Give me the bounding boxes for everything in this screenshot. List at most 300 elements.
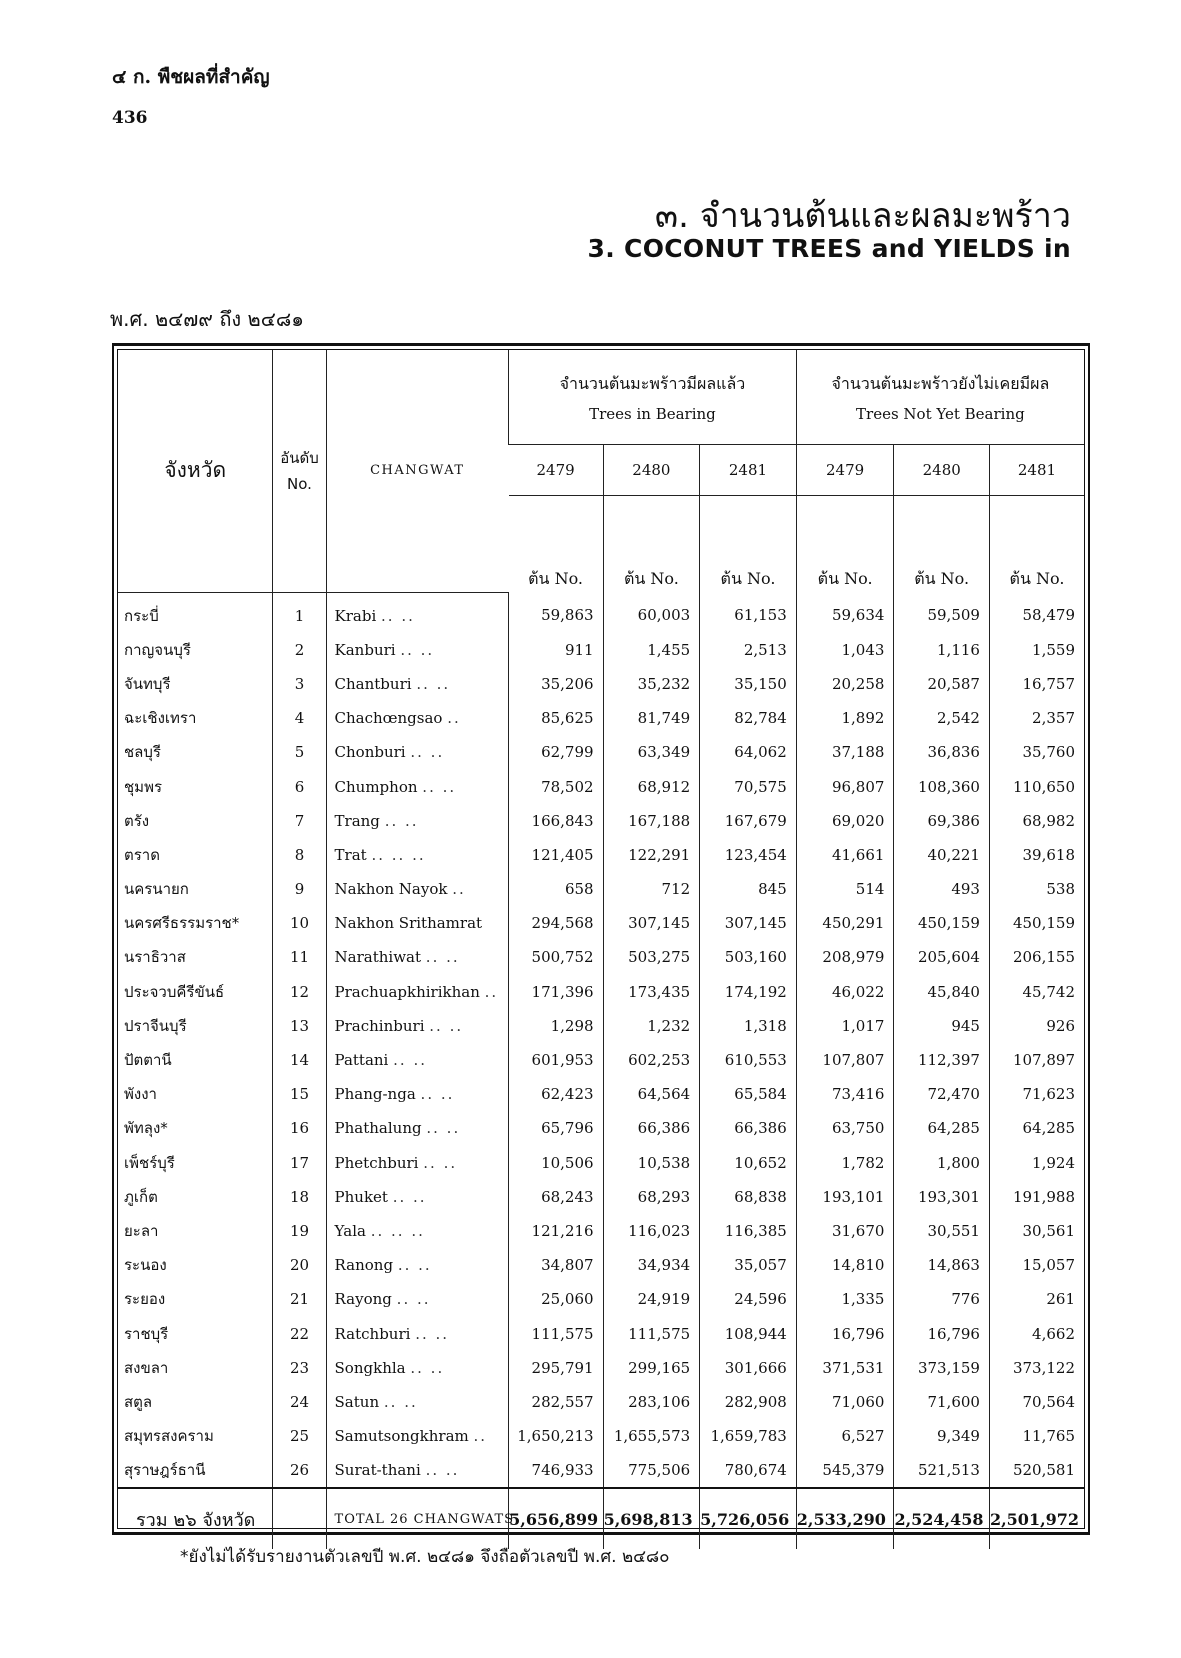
value-cell: 63,750 <box>796 1111 894 1145</box>
value-cell: 658 <box>509 872 603 906</box>
value-cell: 776 <box>894 1282 990 1316</box>
value-cell: 191,988 <box>989 1180 1084 1214</box>
year-header: 2481 <box>989 445 1084 496</box>
table-row <box>118 1419 1084 1453</box>
changwat-cell <box>326 1214 509 1248</box>
table-row <box>118 1146 1084 1180</box>
changwat-cell <box>326 1111 509 1145</box>
value-cell: 68,912 <box>603 769 700 803</box>
province-thai: ปัตตานี <box>124 1051 172 1070</box>
value-cell: 39,618 <box>989 838 1084 872</box>
value-cell: 166,843 <box>509 804 603 838</box>
table-row <box>118 701 1084 735</box>
changwat-name: Nakhon Nayok <box>334 880 448 899</box>
changwat-cell <box>326 701 509 735</box>
changwat-name: Songkhla <box>334 1358 406 1377</box>
value-cell: 746,933 <box>509 1453 603 1488</box>
changwat-cell <box>326 804 509 838</box>
value-cell: 14,810 <box>796 1248 894 1282</box>
value-cell: 780,674 <box>700 1453 797 1488</box>
value-cell: 107,897 <box>989 1043 1084 1077</box>
table-row <box>118 633 1084 667</box>
leader-dots: .. <box>473 1427 488 1446</box>
value-cell: 926 <box>989 1009 1084 1043</box>
value-cell: 59,509 <box>894 592 990 633</box>
not-bearing-header-thai: จำนวนต้นมะพร้าวยังไม่เคยมีผล <box>831 373 1050 393</box>
value-cell: 30,561 <box>989 1214 1084 1248</box>
changwat-cell <box>326 1351 509 1385</box>
value-cell: 35,206 <box>509 667 603 701</box>
value-cell: 15,057 <box>989 1248 1084 1282</box>
value-cell: 945 <box>894 1009 990 1043</box>
value-cell: 59,863 <box>509 592 603 633</box>
total-row <box>118 1488 1084 1549</box>
row-number: 5 <box>273 735 326 769</box>
total-no-cell <box>273 1488 326 1549</box>
no-header-thai: อันดับ <box>280 448 319 467</box>
value-cell: 294,568 <box>509 906 603 940</box>
value-cell: 174,192 <box>700 975 797 1009</box>
leader-dots: .. .. <box>416 674 451 693</box>
bearing-header-thai: จำนวนต้นมะพร้าวมีผลแล้ว <box>559 373 746 393</box>
value-cell: 78,502 <box>509 769 603 803</box>
value-cell: 68,243 <box>509 1180 603 1214</box>
total-value-cell: 5,698,813 <box>603 1488 700 1549</box>
not-bearing-header <box>796 350 1084 445</box>
total-label-english: TOTAL 26 CHANGWATS <box>326 1488 509 1549</box>
value-cell: 63,349 <box>603 735 700 769</box>
leader-dots: .. .. <box>393 1051 427 1070</box>
changwat-header: CHANGWAT <box>326 350 509 592</box>
value-cell: 1,116 <box>894 633 990 667</box>
page-number: 436 <box>112 108 148 128</box>
value-cell: 25,060 <box>509 1282 603 1316</box>
row-number: 11 <box>273 940 326 974</box>
value-cell: 601,953 <box>509 1043 603 1077</box>
value-cell: 193,101 <box>796 1180 894 1214</box>
leader-dots: .. .. <box>425 948 460 967</box>
value-cell: 24,919 <box>603 1282 700 1316</box>
value-cell: 108,360 <box>894 769 990 803</box>
running-head: ๔ ก. พืชผลที่สำคัญ <box>112 66 270 88</box>
province-thai: เพ็ชร์บุรี <box>124 1153 175 1172</box>
value-cell: 205,604 <box>894 940 990 974</box>
year-header: 2480 <box>603 445 700 496</box>
province-thai: ชลบุรี <box>124 743 161 762</box>
value-cell: 71,600 <box>894 1385 990 1419</box>
unit-label: ต้น No. <box>894 496 990 593</box>
value-cell: 1,232 <box>603 1009 700 1043</box>
table-row <box>118 1043 1084 1077</box>
leader-dots: .. .. <box>420 1085 455 1104</box>
row-number: 15 <box>273 1077 326 1111</box>
value-cell: 1,924 <box>989 1146 1084 1180</box>
value-cell: 20,258 <box>796 667 894 701</box>
province-thai: สงขลา <box>124 1358 169 1377</box>
value-cell: 775,506 <box>603 1453 700 1488</box>
value-cell: 69,020 <box>796 804 894 838</box>
value-cell: 45,742 <box>989 975 1084 1009</box>
table-row <box>118 735 1084 769</box>
row-number: 7 <box>273 804 326 838</box>
changwat-cell <box>326 1146 509 1180</box>
changwat-cell <box>326 906 509 940</box>
value-cell: 31,670 <box>796 1214 894 1248</box>
province-thai: ปราจีนบุรี <box>124 1016 187 1035</box>
value-cell: 450,159 <box>894 906 990 940</box>
total-value-cell: 5,726,056 <box>700 1488 797 1549</box>
value-cell: 37,188 <box>796 735 894 769</box>
total-label-thai: รวม ๒๖ จังหวัด <box>118 1488 273 1549</box>
value-cell: 70,575 <box>700 769 797 803</box>
value-cell: 65,796 <box>509 1111 603 1145</box>
changwat-cell <box>326 1077 509 1111</box>
value-cell: 282,908 <box>700 1385 797 1419</box>
province-thai: พัทลุง* <box>124 1119 168 1138</box>
value-cell: 62,423 <box>509 1077 603 1111</box>
value-cell: 521,513 <box>894 1453 990 1488</box>
value-cell: 71,060 <box>796 1385 894 1419</box>
row-number: 21 <box>273 1282 326 1316</box>
value-cell: 520,581 <box>989 1453 1084 1488</box>
province-header: จังหวัด <box>118 350 273 592</box>
changwat-name: Prachinburi <box>334 1016 425 1035</box>
table-row <box>118 1009 1084 1043</box>
value-cell: 122,291 <box>603 838 700 872</box>
value-cell: 112,397 <box>894 1043 990 1077</box>
leader-dots: .. .. <box>396 1290 431 1309</box>
table-row <box>118 906 1084 940</box>
value-cell: 64,062 <box>700 735 797 769</box>
changwat-cell <box>326 975 509 1009</box>
value-cell: 9,349 <box>894 1419 990 1453</box>
row-number: 13 <box>273 1009 326 1043</box>
row-number: 22 <box>273 1316 326 1350</box>
value-cell: 123,454 <box>700 838 797 872</box>
no-header-english: No. <box>287 474 312 493</box>
leader-dots: .. .. <box>384 811 419 830</box>
row-number: 12 <box>273 975 326 1009</box>
value-cell: 58,479 <box>989 592 1084 633</box>
changwat-cell <box>326 1043 509 1077</box>
changwat-cell <box>326 1453 509 1488</box>
table-row <box>118 872 1084 906</box>
no-header <box>273 350 326 592</box>
value-cell: 2,542 <box>894 701 990 735</box>
table-row <box>118 804 1084 838</box>
changwat-cell <box>326 735 509 769</box>
value-cell: 167,679 <box>700 804 797 838</box>
value-cell: 450,291 <box>796 906 894 940</box>
value-cell: 24,596 <box>700 1282 797 1316</box>
changwat-name: Chumphon <box>334 777 418 796</box>
changwat-cell <box>326 1316 509 1350</box>
value-cell: 107,807 <box>796 1043 894 1077</box>
value-cell: 70,564 <box>989 1385 1084 1419</box>
province-thai: สมุทรสงคราม <box>124 1427 214 1446</box>
table-row <box>118 1453 1084 1488</box>
value-cell: 68,293 <box>603 1180 700 1214</box>
value-cell: 121,216 <box>509 1214 603 1248</box>
value-cell: 36,836 <box>894 735 990 769</box>
value-cell: 60,003 <box>603 592 700 633</box>
unit-label: ต้น No. <box>603 496 700 593</box>
table-row <box>118 1282 1084 1316</box>
value-cell: 261 <box>989 1282 1084 1316</box>
province-thai: กระบี่ <box>124 606 159 625</box>
table-row <box>118 592 1084 633</box>
changwat-name: Phathalung <box>334 1119 422 1138</box>
value-cell: 108,944 <box>700 1316 797 1350</box>
value-cell: 2,357 <box>989 701 1084 735</box>
province-thai: ฉะเชิงเทรา <box>124 709 197 728</box>
value-cell: 307,145 <box>603 906 700 940</box>
year-header: 2479 <box>796 445 894 496</box>
row-number: 3 <box>273 667 326 701</box>
value-cell: 1,298 <box>509 1009 603 1043</box>
value-cell: 40,221 <box>894 838 990 872</box>
value-cell: 602,253 <box>603 1043 700 1077</box>
province-thai: ตรัง <box>124 811 150 830</box>
value-cell: 503,160 <box>700 940 797 974</box>
value-cell: 283,106 <box>603 1385 700 1419</box>
value-cell: 206,155 <box>989 940 1084 974</box>
value-cell: 1,800 <box>894 1146 990 1180</box>
year-header: 2481 <box>700 445 797 496</box>
value-cell: 66,386 <box>603 1111 700 1145</box>
value-cell: 4,662 <box>989 1316 1084 1350</box>
province-thai: นครศรีธรรมราช* <box>124 914 240 933</box>
title-english: 3. COCONUT TREES and YIELDS in <box>587 234 1071 263</box>
value-cell: 1,043 <box>796 633 894 667</box>
leader-dots: .. <box>452 880 466 899</box>
changwat-name: Trat <box>334 845 367 864</box>
value-cell: 299,165 <box>603 1351 700 1385</box>
value-cell: 66,386 <box>700 1111 797 1145</box>
row-number: 19 <box>273 1214 326 1248</box>
province-thai: ราชบุรี <box>124 1324 169 1343</box>
coconut-table <box>118 350 1084 1549</box>
changwat-name: Phuket <box>334 1187 388 1206</box>
value-cell: 68,982 <box>989 804 1084 838</box>
header-row <box>118 350 1084 445</box>
value-cell: 16,796 <box>796 1316 894 1350</box>
value-cell: 10,538 <box>603 1146 700 1180</box>
leader-dots: .. .. <box>426 1119 461 1138</box>
value-cell: 62,799 <box>509 735 603 769</box>
value-cell: 96,807 <box>796 769 894 803</box>
table-row <box>118 1111 1084 1145</box>
changwat-cell <box>326 1419 509 1453</box>
province-thai: กาญจนบุรี <box>124 640 191 659</box>
row-number: 17 <box>273 1146 326 1180</box>
unit-label: ต้น No. <box>796 496 894 593</box>
leader-dots: .. .. <box>392 1187 427 1206</box>
value-cell: 1,782 <box>796 1146 894 1180</box>
table-row <box>118 1351 1084 1385</box>
province-thai: จันทบุรี <box>124 674 171 693</box>
value-cell: 71,623 <box>989 1077 1084 1111</box>
leader-dots: .. .. <box>429 1016 464 1035</box>
value-cell: 6,527 <box>796 1419 894 1453</box>
value-cell: 193,301 <box>894 1180 990 1214</box>
row-number: 16 <box>273 1111 326 1145</box>
changwat-cell <box>326 1009 509 1043</box>
title-thai: ๓. จำนวนต้นและผลมะพร้าว <box>654 196 1071 236</box>
leader-dots: .. .. <box>410 743 445 762</box>
row-number: 2 <box>273 633 326 667</box>
value-cell: 845 <box>700 872 797 906</box>
changwat-name: Ranong <box>334 1256 394 1275</box>
changwat-name: Chachœngsao <box>334 709 443 728</box>
value-cell: 171,396 <box>509 975 603 1009</box>
value-cell: 500,752 <box>509 940 603 974</box>
value-cell: 514 <box>796 872 894 906</box>
value-cell: 1,559 <box>989 633 1084 667</box>
province-thai: นราธิวาส <box>124 948 186 967</box>
footnote: *ยังไม่ได้รับรายงานตัวเลขปี พ.ศ. ๒๔๘๑ จึงถือตัวเลขปี พ.ศ. ๒๔๘๐ <box>180 1547 670 1567</box>
changwat-name: Pattani <box>334 1051 389 1070</box>
province-thai: ภูเก็ต <box>124 1187 158 1206</box>
changwat-name: Krabi <box>334 606 377 625</box>
table-row <box>118 1077 1084 1111</box>
row-number: 9 <box>273 872 326 906</box>
leader-dots: .. .. <box>423 1153 458 1172</box>
value-cell: 116,023 <box>603 1214 700 1248</box>
changwat-name: Kanburi <box>334 640 396 659</box>
value-cell: 1,650,213 <box>509 1419 603 1453</box>
value-cell: 81,749 <box>603 701 700 735</box>
province-thai: สุราษฎร์ธานี <box>124 1461 206 1480</box>
value-cell: 10,506 <box>509 1146 603 1180</box>
changwat-name: Chantburi <box>334 674 412 693</box>
value-cell: 167,188 <box>603 804 700 838</box>
value-cell: 1,892 <box>796 701 894 735</box>
value-cell: 61,153 <box>700 592 797 633</box>
row-number: 25 <box>273 1419 326 1453</box>
province-thai: ยะลา <box>124 1221 159 1240</box>
value-cell: 45,840 <box>894 975 990 1009</box>
value-cell: 301,666 <box>700 1351 797 1385</box>
value-cell: 121,405 <box>509 838 603 872</box>
row-number: 24 <box>273 1385 326 1419</box>
total-value-cell: 2,501,972 <box>989 1488 1084 1549</box>
changwat-name: Narathiwat <box>334 948 422 967</box>
not-bearing-header-english: Trees Not Yet Bearing <box>856 404 1025 423</box>
value-cell: 20,587 <box>894 667 990 701</box>
value-cell: 373,159 <box>894 1351 990 1385</box>
row-number: 4 <box>273 701 326 735</box>
value-cell: 1,335 <box>796 1282 894 1316</box>
row-number: 18 <box>273 1180 326 1214</box>
value-cell: 82,784 <box>700 701 797 735</box>
row-number: 8 <box>273 838 326 872</box>
value-cell: 116,385 <box>700 1214 797 1248</box>
unit-label: ต้น No. <box>989 496 1084 593</box>
row-number: 26 <box>273 1453 326 1488</box>
value-cell: 173,435 <box>603 975 700 1009</box>
row-number: 14 <box>273 1043 326 1077</box>
total-value-cell: 2,533,290 <box>796 1488 894 1549</box>
value-cell: 111,575 <box>509 1316 603 1350</box>
changwat-cell <box>326 1180 509 1214</box>
value-cell: 1,017 <box>796 1009 894 1043</box>
changwat-cell <box>326 1282 509 1316</box>
leader-dots: .. .. .. <box>371 845 426 864</box>
value-cell: 16,757 <box>989 667 1084 701</box>
value-cell: 65,584 <box>700 1077 797 1111</box>
bearing-header <box>509 350 797 445</box>
value-cell: 69,386 <box>894 804 990 838</box>
value-cell: 1,659,783 <box>700 1419 797 1453</box>
value-cell: 1,318 <box>700 1009 797 1043</box>
total-value-cell: 2,524,458 <box>894 1488 990 1549</box>
value-cell: 68,838 <box>700 1180 797 1214</box>
value-cell: 85,625 <box>509 701 603 735</box>
value-cell: 450,159 <box>989 906 1084 940</box>
leader-dots: .. .. <box>422 777 457 796</box>
leader-dots: .. .. <box>383 1392 418 1411</box>
value-cell: 503,275 <box>603 940 700 974</box>
value-cell: 295,791 <box>509 1351 603 1385</box>
value-cell: 35,057 <box>700 1248 797 1282</box>
value-cell: 911 <box>509 633 603 667</box>
changwat-name: Rayong <box>334 1290 392 1309</box>
table-row <box>118 940 1084 974</box>
value-cell: 35,150 <box>700 667 797 701</box>
value-cell: 2,513 <box>700 633 797 667</box>
changwat-name: Phang-nga <box>334 1085 416 1104</box>
province-thai: ประจวบคีรีขันธ์ <box>124 982 225 1001</box>
leader-dots: .. .. <box>381 606 415 625</box>
value-cell: 35,760 <box>989 735 1084 769</box>
row-number: 20 <box>273 1248 326 1282</box>
value-cell: 1,655,573 <box>603 1419 700 1453</box>
table-row <box>118 1214 1084 1248</box>
row-number: 6 <box>273 769 326 803</box>
value-cell: 712 <box>603 872 700 906</box>
value-cell: 34,807 <box>509 1248 603 1282</box>
changwat-cell <box>326 667 509 701</box>
province-thai: ระนอง <box>124 1256 167 1275</box>
table-row <box>118 1316 1084 1350</box>
table-inner-frame <box>117 349 1085 1529</box>
value-cell: 64,285 <box>989 1111 1084 1145</box>
province-thai: นครนายก <box>124 880 189 899</box>
changwat-cell <box>326 769 509 803</box>
value-cell: 373,122 <box>989 1351 1084 1385</box>
value-cell: 10,652 <box>700 1146 797 1180</box>
changwat-name: Trang <box>334 811 380 830</box>
changwat-name: Prachuapkhirikhan <box>334 982 480 1001</box>
value-cell: 46,022 <box>796 975 894 1009</box>
changwat-cell <box>326 940 509 974</box>
table-row <box>118 1385 1084 1419</box>
leader-dots: .. .. <box>415 1324 450 1343</box>
value-cell: 1,455 <box>603 633 700 667</box>
province-thai: ตราด <box>124 845 160 864</box>
changwat-name: Yala <box>334 1221 366 1240</box>
province-thai: ระยอง <box>124 1290 166 1309</box>
year-header: 2480 <box>894 445 990 496</box>
value-cell: 59,634 <box>796 592 894 633</box>
value-cell: 14,863 <box>894 1248 990 1282</box>
value-cell: 282,557 <box>509 1385 603 1419</box>
row-number: 23 <box>273 1351 326 1385</box>
leader-dots: .. <box>484 982 499 1001</box>
changwat-cell <box>326 592 509 633</box>
changwat-cell <box>326 838 509 872</box>
